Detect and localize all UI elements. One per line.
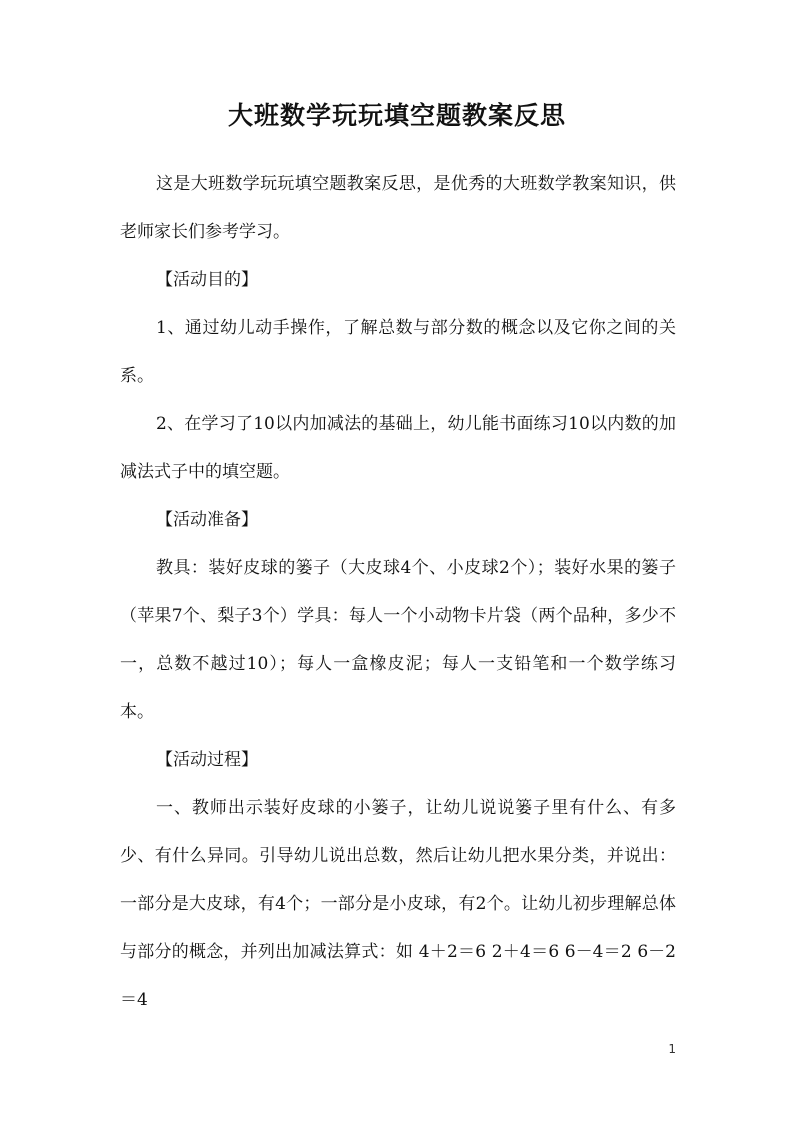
prep-heading: 【活动准备】 bbox=[156, 510, 258, 530]
page-title: 大班数学玩玩填空题教案反思 bbox=[227, 101, 566, 130]
document-body bbox=[120, 160, 676, 1024]
goal-item-1: 1、通过幼儿动手操作，了解总数与部分数的概念以及它你之间的关系。 bbox=[120, 318, 676, 386]
process-heading: 【活动过程】 bbox=[156, 750, 258, 770]
intro-paragraph: 这是大班数学玩玩填空题教案反思，是优秀的大班数学教案知识，供老师家长们参考学习。 bbox=[120, 174, 676, 242]
page-number: 1 bbox=[668, 1042, 676, 1056]
goal-item-2: 2、在学习了10以内加减法的基础上，幼儿能书面练习10以内数的加减法式子中的填空题。 bbox=[120, 414, 676, 482]
goal-heading: 【活动目的】 bbox=[156, 270, 258, 290]
prep-paragraph: 教具：装好皮球的篓子（大皮球4个、小皮球2个）；装好水果的篓子（苹果7个、梨子3个）学具：每人一个小动物卡片袋（两个品种，多少不一，总数不越过10）；每人一盒橡皮泥；每人一支铅笔和一个数学练习本。 bbox=[120, 558, 676, 722]
process-paragraph-1: 一、教师出示装好皮球的小篓子，让幼儿说说篓子里有什么、有多少、有什么异同。引导幼儿说出总数，然后让幼儿把水果分类，并说出：一部分是大皮球，有4个；一部分是小皮球，有2个。让幼儿初步理解总体与部分的概念，并列出加减法算式：如 4＋2＝6 2＋4＝6 6－4＝2 6－2＝4 bbox=[120, 798, 676, 1010]
